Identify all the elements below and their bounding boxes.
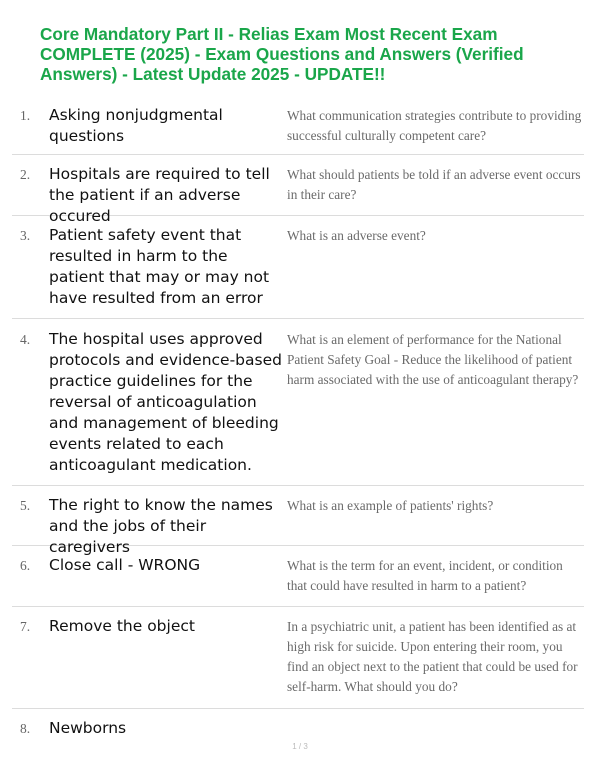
item-number: 4. bbox=[20, 332, 31, 347]
item-number: 3. bbox=[20, 228, 31, 243]
item-number: 7. bbox=[20, 619, 31, 634]
list-item bbox=[12, 546, 584, 607]
item-term: Asking nonjudgmental questions bbox=[49, 106, 223, 145]
item-number: 6. bbox=[20, 558, 31, 573]
item-term: Patient safety event that resulted in harm to the patient that may or may not have resulted from an error bbox=[49, 226, 270, 307]
item-number: 2. bbox=[20, 167, 31, 182]
item-term: Remove the object bbox=[49, 617, 195, 635]
list-item bbox=[12, 319, 584, 486]
item-number: 8. bbox=[20, 721, 31, 736]
item-term: Close call - WRONG bbox=[49, 556, 201, 574]
item-number: 5. bbox=[20, 498, 31, 513]
page-indicator: 1 / 3 bbox=[292, 742, 308, 751]
item-definition: What is an adverse event? bbox=[287, 228, 426, 243]
item-number: 1. bbox=[20, 108, 31, 123]
list-item bbox=[12, 216, 584, 319]
document-title: Core Mandatory Part II - Relias Exam Most Recent Exam COMPLETE (2025) - Exam Questions and Answers (Verified Answers) - Latest Update 2025 - UPDATE!! bbox=[40, 24, 524, 84]
item-term: Hospitals are required to tell the patient if an adverse occured bbox=[49, 165, 270, 225]
list-item bbox=[12, 607, 584, 709]
list-item bbox=[12, 486, 584, 556]
list-item bbox=[12, 709, 584, 743]
item-term: Newborns bbox=[49, 719, 127, 737]
item-definition: What is an example of patients' rights? bbox=[287, 498, 494, 513]
item-term: The hospital uses approved protocols and evidence-based practice guidelines for the reversal of anticoagulation and management of bleeding events related to each anticoagulant medication. bbox=[49, 330, 282, 474]
flashcard-list bbox=[12, 96, 584, 743]
item-definition: What is an element of performance for the National Patient Safety Goal - Reduce the likelihood of patient harm associated with the use of anticoagulant therapy? bbox=[287, 332, 579, 387]
item-definition: What is the term for an event, incident, or condition that could have resulted in harm to a patient? bbox=[287, 558, 563, 593]
list-item bbox=[12, 96, 584, 155]
item-definition: What communication strategies contribute to providing successful culturally competent care? bbox=[287, 108, 582, 143]
item-term: The right to know the names and the jobs of their caregivers bbox=[49, 496, 273, 556]
item-definition: In a psychiatric unit, a patient has been identified as at high risk for suicide. Upon entering their room, you find an object next to the patient that could be used for self-harm. What should you do? bbox=[287, 619, 578, 694]
list-item bbox=[12, 155, 584, 225]
item-definition: What should patients be told if an adverse event occurs in their care? bbox=[287, 167, 581, 202]
